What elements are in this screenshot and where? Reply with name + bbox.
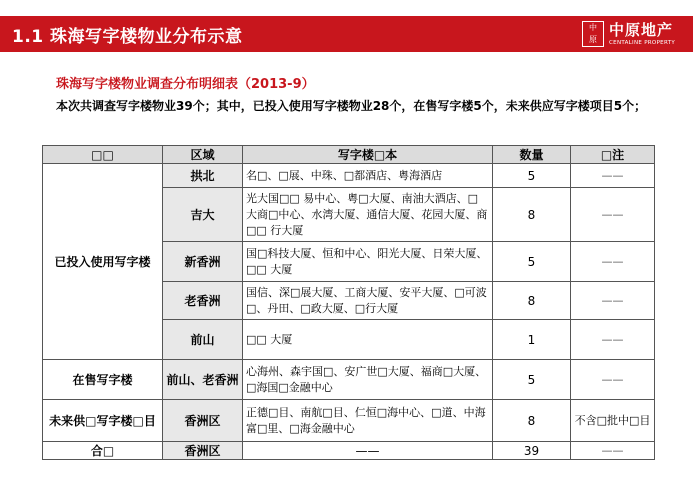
col-header-category: □□ — [43, 146, 163, 164]
buildings-cell: 光大国□□ 易中心、粤□大厦、南油大酒店、□大商□中心、水湾大厦、通信大厦、花园大厦、商□□ 行大厦 — [243, 188, 493, 242]
count-cell: 39 — [493, 442, 571, 460]
logo-badge-top: 中 — [589, 23, 598, 32]
table-header-row — [43, 146, 655, 164]
area-cell: 前山 — [163, 320, 243, 360]
col-header-area: 区域 — [163, 146, 243, 164]
buildings-cell: 名□、□展、中珠、□都酒店、粤海酒店 — [243, 164, 493, 188]
col-header-note: □注 — [571, 146, 655, 164]
header-bar — [0, 16, 693, 52]
buildings-cell: 国信、深□展大厦、工商大厦、安平大厦、□可波□、丹田、□政大厦、□行大厦 — [243, 282, 493, 320]
area-cell: 前山、老香洲 — [163, 360, 243, 400]
count-cell: 8 — [493, 188, 571, 242]
count-cell: 8 — [493, 282, 571, 320]
section-subtitle: 珠海写字楼物业调查分布明细表（2013-9） — [56, 77, 315, 92]
logo-badge-bottom: 原 — [589, 35, 598, 44]
logo-badge-icon — [582, 21, 604, 47]
logo-cn: 中原地产 — [609, 20, 674, 39]
area-cell: 吉大 — [163, 188, 243, 242]
table-row — [43, 164, 655, 188]
count-cell: 1 — [493, 320, 571, 360]
col-header-count: 数量 — [493, 146, 571, 164]
area-cell: 老香洲 — [163, 282, 243, 320]
category-cell: 在售写字楼 — [43, 360, 163, 400]
category-cell: 合□ — [43, 442, 163, 460]
office-distribution-table — [42, 145, 655, 460]
note-cell: 不含□批中□目 — [571, 400, 655, 442]
count-cell: 5 — [493, 242, 571, 282]
table-row — [43, 360, 655, 400]
area-cell: 拱北 — [163, 164, 243, 188]
table-row-total — [43, 442, 655, 460]
count-cell: 8 — [493, 400, 571, 442]
note-cell: —— — [571, 442, 655, 460]
note-cell: —— — [571, 188, 655, 242]
survey-summary: 本次共调查写字楼物业39个；其中，已投入使用写字楼物业28个，在售写字楼5个，未来供应写字楼项目5个； — [56, 99, 647, 113]
centaline-logo — [582, 21, 693, 47]
col-header-buildings: 写字楼□本 — [243, 146, 493, 164]
note-cell: —— — [571, 164, 655, 188]
logo-text — [609, 22, 675, 47]
logo-en: CENTALINE PROPERTY — [609, 39, 675, 46]
area-cell: 香洲区 — [163, 400, 243, 442]
buildings-cell: —— — [243, 442, 493, 460]
table-row — [43, 400, 655, 442]
note-cell: —— — [571, 242, 655, 282]
buildings-cell: 心海州、森宇国□、安广世□大厦、福商□大厦、□海国□金融中心 — [243, 360, 493, 400]
count-cell: 5 — [493, 164, 571, 188]
note-cell: —— — [571, 360, 655, 400]
area-cell: 香洲区 — [163, 442, 243, 460]
note-cell: —— — [571, 282, 655, 320]
buildings-cell: □□ 大厦 — [243, 320, 493, 360]
category-cell: 已投入使用写字楼 — [43, 164, 163, 360]
buildings-cell: 国□科技大厦、恒和中心、阳光大厦、日荣大厦、□□ 大厦 — [243, 242, 493, 282]
area-cell: 新香洲 — [163, 242, 243, 282]
count-cell: 5 — [493, 360, 571, 400]
category-cell: 未来供□写字楼□目 — [43, 400, 163, 442]
page-title: 1.1 珠海写字楼物业分布示意 — [12, 26, 243, 47]
note-cell: —— — [571, 320, 655, 360]
buildings-cell: 正德□目、南航□目、仁恒□海中心、□道、中海富□里、□海金融中心 — [243, 400, 493, 442]
